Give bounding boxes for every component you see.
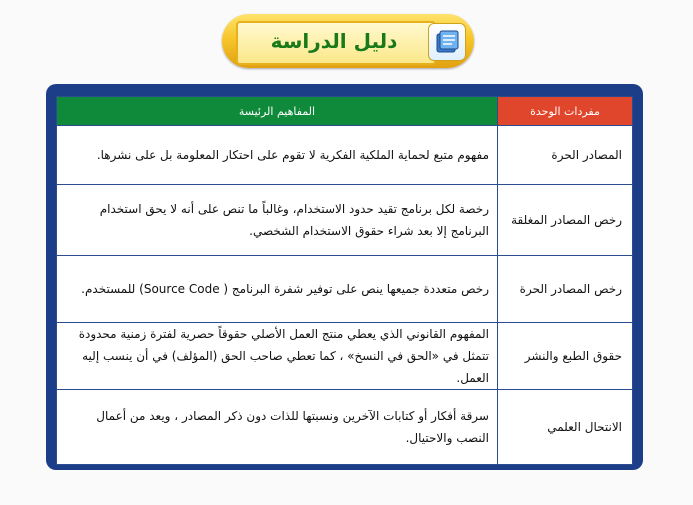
title-banner	[222, 14, 474, 68]
definition-cell: مفهوم متبع لحماية الملكية الفكرية لا تقوم على احتكار المعلومة بل على نشرها.	[57, 126, 498, 185]
term-cell: رخص المصادر المغلقة	[498, 185, 633, 256]
definition-cell: المفهوم القانوني الذي يعطي منتج العمل الأصلي حقوقاً حصرية لفترة زمنية محدودة تتمثل في «الحق في النسخ» ، كما تعطي صاحب الحق (المؤلف) في أن ينسب إليه العمل.	[57, 323, 498, 390]
study-guide-frame	[46, 84, 643, 470]
table-row	[57, 126, 633, 185]
definition-cell: رخصة لكل برنامج تقيد حدود الاستخدام، وغالباً ما تنص على أنه لا يحق استخدام البرنامج إلا بعد شراء حقوق الاستخدام الشخصي.	[57, 185, 498, 256]
notebook-icon	[428, 23, 466, 61]
table-row	[57, 323, 633, 390]
concepts-column-header: المفاهيم الرئيسة	[57, 97, 498, 126]
definition-cell: رخص متعددة جميعها ينص على توفير شفرة البرنامج ( Source Code) للمستخدم.	[57, 256, 498, 323]
page-title: دليل الدراسة	[270, 29, 398, 53]
table-row	[57, 390, 633, 465]
term-cell: حقوق الطبع والنشر	[498, 323, 633, 390]
terms-column-header: مفردات الوحدة	[498, 97, 633, 126]
term-cell: الانتحال العلمي	[498, 390, 633, 465]
table-row	[57, 185, 633, 256]
table-header-row	[57, 97, 633, 126]
study-guide-table	[56, 96, 633, 465]
table-row	[57, 256, 633, 323]
definition-cell: سرقة أفكار أو كتابات الآخرين ونسبتها للذات دون ذكر المصادر ، ويعد من أعمال النصب والاحتيال.	[57, 390, 498, 465]
term-cell: رخص المصادر الحرة	[498, 256, 633, 323]
study-guide-panel	[56, 96, 633, 460]
term-cell: المصادر الحرة	[498, 126, 633, 185]
